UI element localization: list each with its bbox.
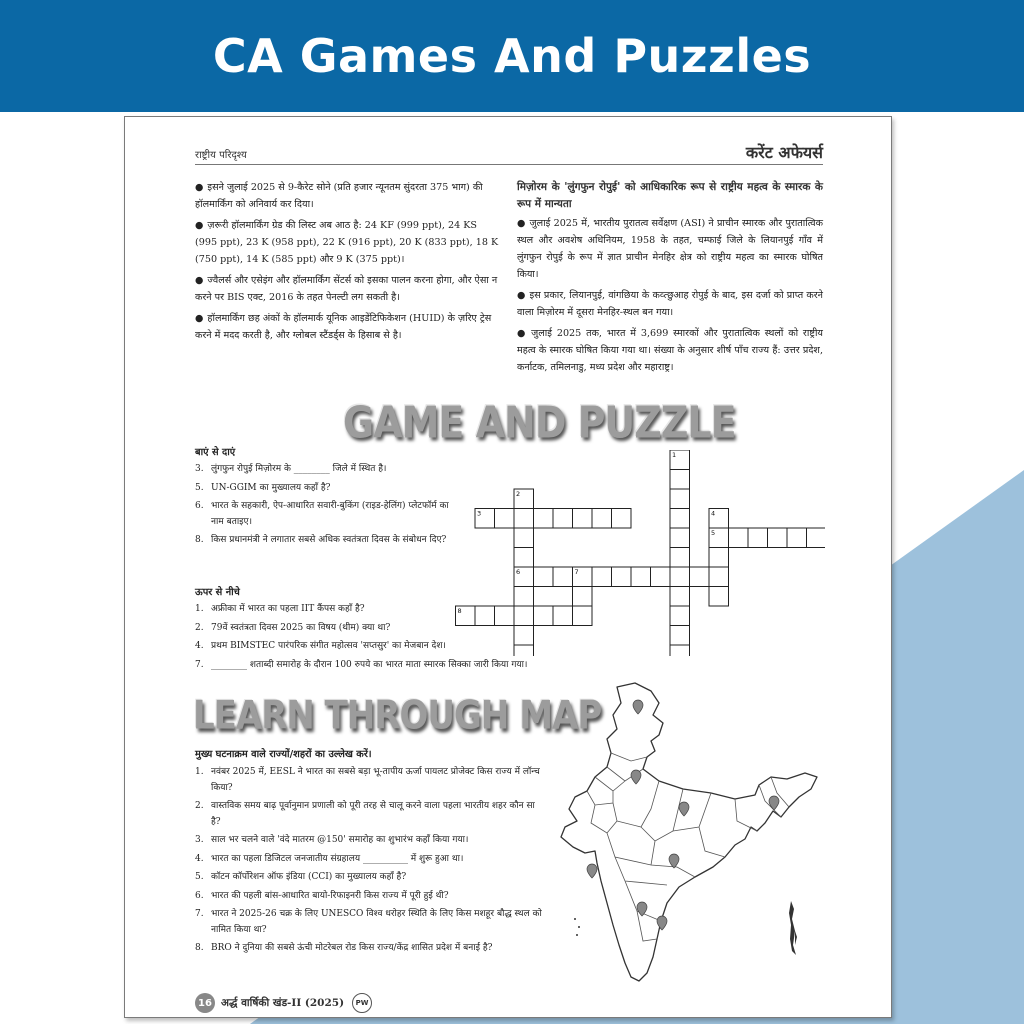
bullet-text: ज्वैलर्स और एसेइंग और हॉलमार्किंग सेंटर्स को इसका पालन करना होगा, और ऐसा न करने पर BIS एक्ट, 2016 के तहत पेनल्टी लग सकती है।: [195, 275, 498, 303]
across-heading: बाएं से दाएं: [195, 447, 236, 458]
crossword-cell: [670, 567, 690, 587]
page-footer: [195, 993, 372, 1013]
article-bullet: ● इसने जुलाई 2025 से 9-कैरेट सोने (प्रति हजार न्यूनतम सुंदरता 375 भाग) की हॉलमार्किंग को अनिवार्य कर दिया।: [195, 182, 483, 210]
question-item: [195, 852, 545, 868]
question-text: नवंबर 2025 में, EESL ने भारत का सबसे बड़ा भू-तापीय ऊर्जा पायलट प्रोजेक्ट किस राज्य में लॉन्च किया?: [211, 767, 540, 793]
crossword-clue-number: 8: [457, 607, 462, 615]
crossword-cell: [670, 528, 690, 548]
crossword-cell: [709, 587, 729, 607]
question-item: [195, 765, 545, 796]
map-question-list: [195, 765, 545, 960]
crossword-cell: [709, 548, 729, 568]
across-clue-list: [195, 462, 453, 552]
india-map: [555, 681, 855, 987]
down-heading: ऊपर से नीचे: [195, 587, 240, 598]
footer-title: अर्द्ध वार्षिकी खंड-II (2025): [221, 997, 345, 1009]
page-number: 16: [195, 993, 215, 1013]
crossword-cell: [787, 528, 807, 548]
clue-text: 79वें स्वतंत्रता दिवस 2025 का विषय (थीम) क्या था?: [211, 622, 391, 633]
banner-title: CA Games And Puzzles: [212, 29, 812, 83]
wordart-text: GAME AND PUZZLE: [343, 397, 736, 448]
crossword-cell: [768, 528, 788, 548]
question-number: 2.: [195, 801, 204, 811]
crossword-cell: [631, 567, 651, 587]
bullet-text: हॉलमार्किंग छह अंकों के हॉलमार्क यूनिक आइडेंटिफिकेशन (HUID) के ज़रिए ट्रेस करने में मदद करती है, और ग्लोबल स्टैंडर्ड्स के हिसाब से है।: [195, 313, 492, 341]
crossword-cell: [495, 509, 515, 529]
clue-text: लुंगफुन रोपुई मिज़ोरम के ________ जिले में स्थित है।: [211, 464, 387, 474]
question-item: [195, 941, 545, 957]
location-pin-icon: [587, 864, 597, 878]
india-outline: [561, 683, 817, 981]
clue-text: UN-GGIM का मुख्यालय कहाँ है?: [211, 482, 331, 493]
clue-number: 7.: [195, 659, 204, 670]
crossword-cell: [592, 567, 612, 587]
question-text: कॉटन कॉर्पोरेशन ऑफ इंडिया (CCI) का मुख्यालय कहाँ है?: [211, 872, 407, 882]
left-article-column: [195, 179, 501, 348]
clue-number: 1.: [195, 604, 204, 614]
clue-text: किस प्रधानमंत्री ने लगातार सबसे अधिक स्वतंत्रता दिवस के संबोधन दिए?: [211, 535, 447, 545]
bullet-text: इस प्रकार, लियानपुई, वांगछिया के कव्त्छुआह रोपुई के बाद, इस दर्जा को प्राप्त करने वाला मिज़ोरम में दूसरा मेनहिर-स्थल बन गया।: [517, 290, 823, 318]
bullet-text: इसने जुलाई 2025 से 9-कैरेट सोने (प्रति हजार न्यूनतम सुंदरता 375 भाग) की हॉलमार्किंग को अनिवार्य कर दिया।: [195, 182, 483, 210]
clue-text: अफ्रीका में भारत का पहला IIT कैंपस कहाँ है?: [211, 604, 365, 614]
bullet-text: जुलाई 2025 तक, भारत में 3,699 स्मारकों और पुरातात्विक स्थलों को राष्ट्रीय महत्व के स्मारक घोषित किया गया था। संख्या के अनुसार शीर्ष पाँच राज्य हैं: उत्तर प्रदेश, कर्नाटक, तमिलनाडु, मध्य प्रदेश और महाराष्ट्र।: [517, 328, 823, 373]
header-divider: [195, 164, 823, 165]
question-number: 7.: [195, 909, 204, 919]
crossword-clue-number: 4: [711, 509, 716, 518]
crossword-clue-number: 5: [711, 529, 716, 537]
clue-number: 2.: [195, 622, 204, 633]
question-item: [195, 833, 545, 849]
section-header: राष्ट्रीय परिदृश्य: [195, 150, 247, 161]
learn-through-map-wordart: [193, 693, 601, 739]
question-number: 5.: [195, 872, 204, 882]
clue-text: भारत के सहकारी, ऐप-आधारित सवारी-बुकिंग (राइड-हेलिंग) प्लेटफॉर्म का नाम बताइए।: [211, 501, 449, 527]
crossword-cell: [534, 567, 554, 587]
article-bullet: ● जुलाई 2025 तक, भारत में 3,699 स्मारकों और पुरातात्विक स्थलों को राष्ट्रीय महत्व के स्मारक घोषित किया गया था। संख्या के अनुसार शीर्ष पाँच राज्य हैं: उत्तर प्रदेश, कर्नाटक, तमिलनाडु, मध्य प्रदेश और महाराष्ट्र।: [517, 328, 823, 373]
crossword-clue-number: 7: [574, 568, 579, 576]
question-number: 8.: [195, 943, 204, 953]
clue-item: [195, 658, 615, 674]
crossword-cell: [748, 528, 768, 548]
crossword-clue-number: 1: [672, 451, 677, 459]
crossword-cell: [553, 567, 573, 587]
crossword-clue-number: 3: [477, 509, 482, 518]
crossword-cell: [514, 509, 534, 529]
title-banner: [0, 0, 1024, 112]
question-text: भारत का पहला डिजिटल जनजातीय संग्रहालय __________ में शुरू हुआ था।: [211, 853, 464, 864]
map-questions-title: मुख्य घटनाक्रम वाले राज्यों/शहरों का उल्लेख करें।: [195, 749, 372, 760]
crossword-cell: [553, 509, 573, 529]
question-item: [195, 889, 545, 905]
question-item: [195, 907, 545, 938]
crossword-cell: [514, 606, 534, 626]
question-text: साल भर चलने वाले 'वंदे मातरम @150' समारोह का शुभारंभ कहाँ किया गया।: [211, 835, 469, 845]
article-title: मिज़ोरम के 'लुंगफुन रोपुई' को आधिकारिक रूप से राष्ट्रीय महत्व के स्मारक के रूप में मान्यता: [517, 181, 823, 210]
crossword-cell: [709, 567, 729, 587]
crossword-clue-number: 6: [516, 568, 521, 576]
article-bullet: ● ज्वैलर्स और एसेइंग और हॉलमार्किंग सेंटर्स को इसका पालन करना होगा, और ऐसा न करने पर BIS एक्ट, 2016 के तहत पेनल्टी लग सकती है।: [195, 275, 498, 303]
question-text: भारत की पहली बांस-आधारित बायो-रिफाइनरी किस राज्य में पूरी हुई थी?: [211, 890, 449, 901]
clue-text: प्रथम BIMSTEC पारंपरिक संगीत महोत्सव 'सप्तसुर' का मेजबान देश।: [211, 641, 446, 651]
crossword-cell: [670, 548, 690, 568]
clue-item: [195, 481, 453, 497]
article-bullet: ● हॉलमार्किंग छह अंकों के हॉलमार्क यूनिक आइडेंटिफिकेशन (HUID) के ज़रिए ट्रेस करने में मदद करती है, और ग्लोबल स्टैंडर्ड्स के हिसाब से है।: [195, 313, 492, 341]
island-dot: [578, 926, 580, 928]
clue-item: [195, 462, 453, 478]
clue-number: 3.: [195, 464, 204, 474]
question-text: भारत ने 2025-26 चक्र के लिए UNESCO विश्व धरोहर स्थिति के लिए किस मशहूर बौद्ध स्थल को नामित किया था?: [211, 909, 542, 935]
crossword-cell: [534, 606, 554, 626]
island-dot: [574, 918, 576, 920]
clue-text: ________ शताब्दी समारोह के दौरान 100 रुपये का भारत माता स्मारक सिक्का जारी किया गया।: [211, 659, 528, 670]
crossword-cell: [514, 548, 534, 568]
crossword-cell: [514, 626, 534, 646]
crossword-cell: [651, 567, 671, 587]
bullet-text: जुलाई 2025 में, भारतीय पुरातत्व सर्वेक्षण (ASI) ने प्राचीन स्मारक और पुरातात्विक स्थल और अवशेष अधिनियम, 1958 के तहत, चम्फाई जिले के लियानपुई गाँव में लुंगफुन रोपुई के रूप में ज्ञात प्राचीन मेनहिर क्षेत्र को राष्ट्रीय महत्व का स्मारक घोषित किया।: [517, 218, 823, 280]
nicobar-islands: [795, 931, 797, 945]
crossword-cell: [670, 587, 690, 607]
crossword-clue-number: 2: [516, 490, 521, 498]
question-number: 6.: [195, 890, 204, 901]
right-article-column: [517, 179, 823, 380]
question-number: 1.: [195, 767, 204, 777]
question-number: 3.: [195, 835, 204, 845]
clue-number: 8.: [195, 535, 204, 545]
crossword-cell: [670, 606, 690, 626]
crossword-cell: [534, 509, 554, 529]
crossword-cell: [573, 587, 593, 607]
article-bullet: ● जुलाई 2025 में, भारतीय पुरातत्व सर्वेक्षण (ASI) ने प्राचीन स्मारक और पुरातात्विक स्थल और अवशेष अधिनियम, 1958 के तहत, चम्फाई जिले के लियानपुई गाँव में लुंगफुन रोपुई के रूप में ज्ञात प्राचीन मेनहिर क्षेत्र को राष्ट्रीय महत्व का स्मारक घोषित किया।: [517, 218, 823, 280]
crossword-cell: [514, 528, 534, 548]
crossword-cell: [670, 626, 690, 646]
question-item: [195, 870, 545, 886]
crossword-cell: [670, 489, 690, 509]
question-text: वास्तविक समय बाढ़ पूर्वानुमान प्रणाली को पूरी तरह से चालू करने वाला पहला भारतीय शहर कौन सा है?: [211, 801, 535, 827]
article-bullet: ● इस प्रकार, लियानपुई, वांगछिया के कव्त्छुआह रोपुई के बाद, इस दर्जा को प्राप्त करने वाला मिज़ोरम में दूसरा मेनहिर-स्थल बन गया।: [517, 290, 823, 318]
crossword-cell: [573, 606, 593, 626]
crossword-cell: [670, 645, 690, 656]
crossword-cell: [807, 528, 826, 548]
island-dot: [576, 934, 578, 936]
crossword-cell: [729, 528, 749, 548]
clue-number: 5.: [195, 482, 204, 493]
crossword-cell: [612, 567, 632, 587]
crossword-cell: [670, 470, 690, 490]
crossword-cell: [670, 509, 690, 529]
magazine-page: [124, 116, 892, 1018]
clue-number: 6.: [195, 501, 204, 511]
crossword-cell: [514, 587, 534, 607]
brand-header: करेंट अफेयर्स: [745, 143, 823, 162]
question-item: [195, 799, 545, 830]
wordart-text: LEARN THROUGH MAP: [193, 693, 602, 739]
clue-item: [195, 499, 453, 530]
crossword-cell: [514, 645, 534, 656]
islands: [574, 901, 797, 955]
crossword-cell: [573, 509, 593, 529]
clue-number: 4.: [195, 641, 204, 651]
question-text: BRO ने दुनिया की सबसे ऊंची मोटरेबल रोड किस राज्य/केंद्र शासित प्रदेश में बनाई है?: [211, 943, 493, 953]
crossword-cell: [475, 606, 495, 626]
crossword-cell: [690, 567, 710, 587]
pw-logo: PW: [352, 993, 372, 1013]
clue-item: [195, 533, 453, 549]
bullet-text: ज़रूरी हॉलमार्किंग ग्रेड की लिस्ट अब आठ है: 24 KF (999 ppt), 24 KS (995 ppt), 23 K (958 ppt), 22 K (916 ppt), 20 K (833 ppt), 18 K (750 ppt), 14 K (585 ppt) और 9 K (375 ppt)।: [195, 220, 499, 265]
game-and-puzzle-wordart: [343, 397, 736, 448]
andaman-islands: [789, 901, 796, 955]
crossword-cell: [495, 606, 515, 626]
article-bullet: ● ज़रूरी हॉलमार्किंग ग्रेड की लिस्ट अब आठ है: 24 KF (999 ppt), 24 KS (995 ppt), 23 K (958 ppt), 22 K (916 ppt), 20 K (833 ppt), 18 K (750 ppt), 14 K (585 ppt) और 9 K (375 ppt)।: [195, 220, 499, 265]
question-number: 4.: [195, 853, 204, 864]
crossword-grid: [453, 450, 825, 656]
crossword-cell: [592, 509, 612, 529]
crossword-cell: [612, 509, 632, 529]
crossword-cell: [553, 606, 573, 626]
